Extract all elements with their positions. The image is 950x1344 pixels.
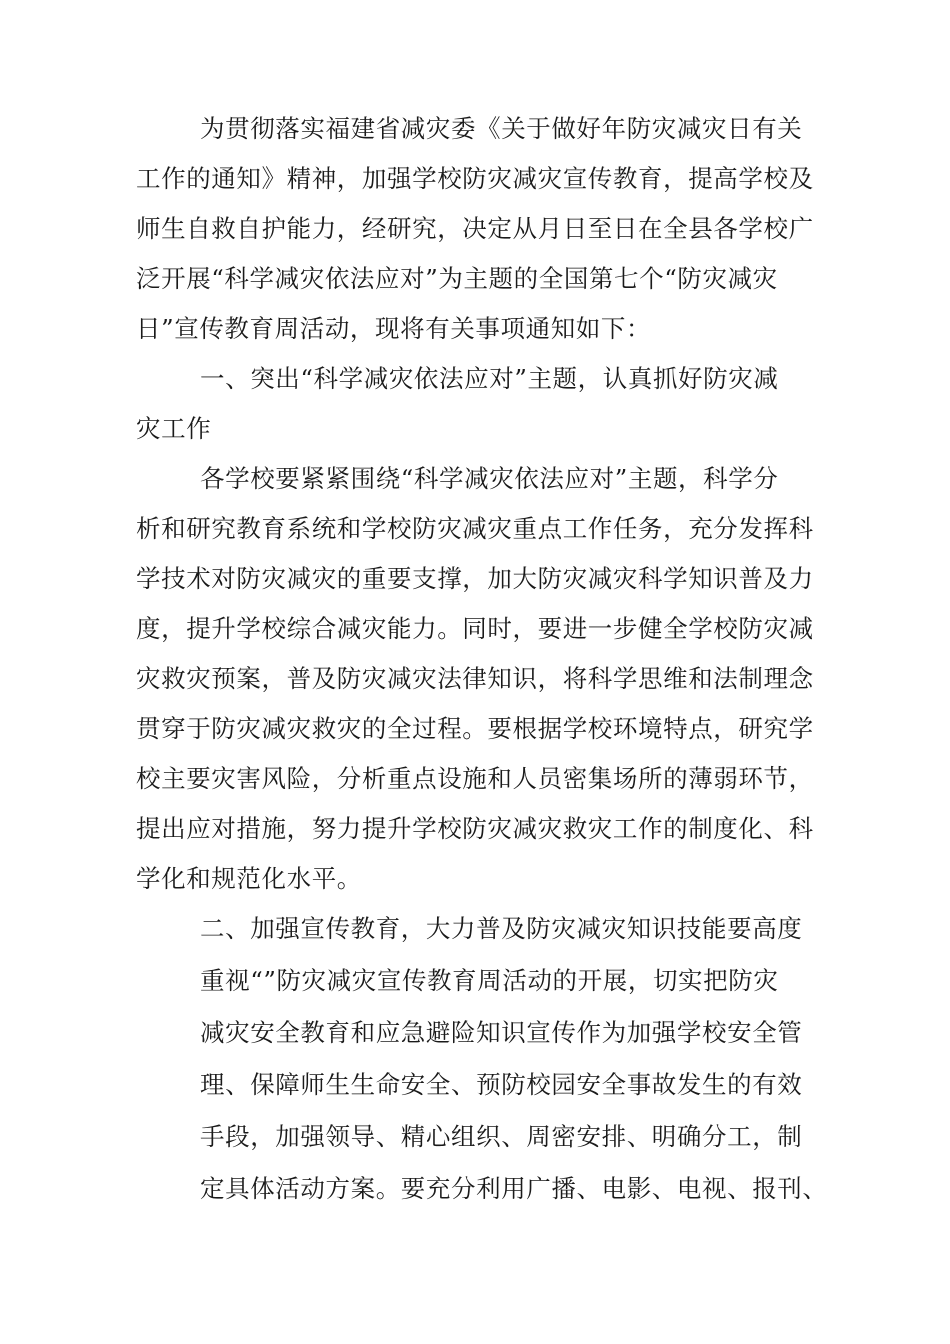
text-line: 泛开展“科学减灾依法应对”为主题的全国第七个“防灾减灾 (136, 264, 778, 293)
text-line: 学技术对防灾减灾的重要支撑，加大防灾减灾科学知识普及力 (136, 564, 814, 593)
text-line: 手段，加强领导、精心组织、周密安排、明确分工，制 (200, 1122, 803, 1151)
text-line: 二、加强宣传教育，大力普及防灾减灾知识技能要高度 (200, 914, 803, 943)
text-line: 为贯彻落实福建省减灾委《关于做好年防灾减灾日有关 (200, 114, 803, 143)
text-line: 析和研究教育系统和学校防灾减灾重点工作任务，充分发挥科 (136, 514, 814, 543)
text-line: 减灾安全教育和应急避险知识宣传作为加强学校安全管 (200, 1018, 803, 1047)
text-line: 贯穿于防灾减灾救灾的全过程。要根据学校环境特点，研究学 (136, 714, 814, 743)
text-line: 一、突出“科学减灾依法应对”主题，认真抓好防灾减 (200, 364, 779, 393)
text-line: 学化和规范化水平。 (136, 864, 362, 893)
text-line: 度，提升学校综合减灾能力。同时，要进一步健全学校防灾减 (136, 614, 814, 643)
text-line: 师生自救自护能力，经研究，决定从月日至日在全县各学校广 (136, 214, 814, 243)
text-line: 重视“”防灾减灾宣传教育周活动的开展，切实把防灾 (200, 966, 779, 995)
text-line: 定具体活动方案。要充分利用广播、电影、电视、报刊、 (200, 1174, 828, 1203)
text-line: 灾救灾预案，普及防灾减灾法律知识，将科学思维和法制理念 (136, 664, 814, 693)
text-line: 提出应对措施，努力提升学校防灾减灾救灾工作的制度化、科 (136, 814, 814, 843)
text-line: 理、保障师生生命安全、预防校园安全事故发生的有效 (200, 1070, 803, 1099)
text-line: 工作的通知》精神，加强学校防灾减灾宣传教育，提高学校及 (136, 164, 814, 193)
text-line: 灾工作 (136, 414, 212, 443)
text-line: 日”宣传教育周活动，现将有关事项通知如下： (136, 314, 652, 343)
text-line: 各学校要紧紧围绕“科学减灾依法应对”主题，科学分 (200, 464, 779, 493)
text-line: 校主要灾害风险，分析重点设施和人员密集场所的薄弱环节， (136, 764, 814, 793)
